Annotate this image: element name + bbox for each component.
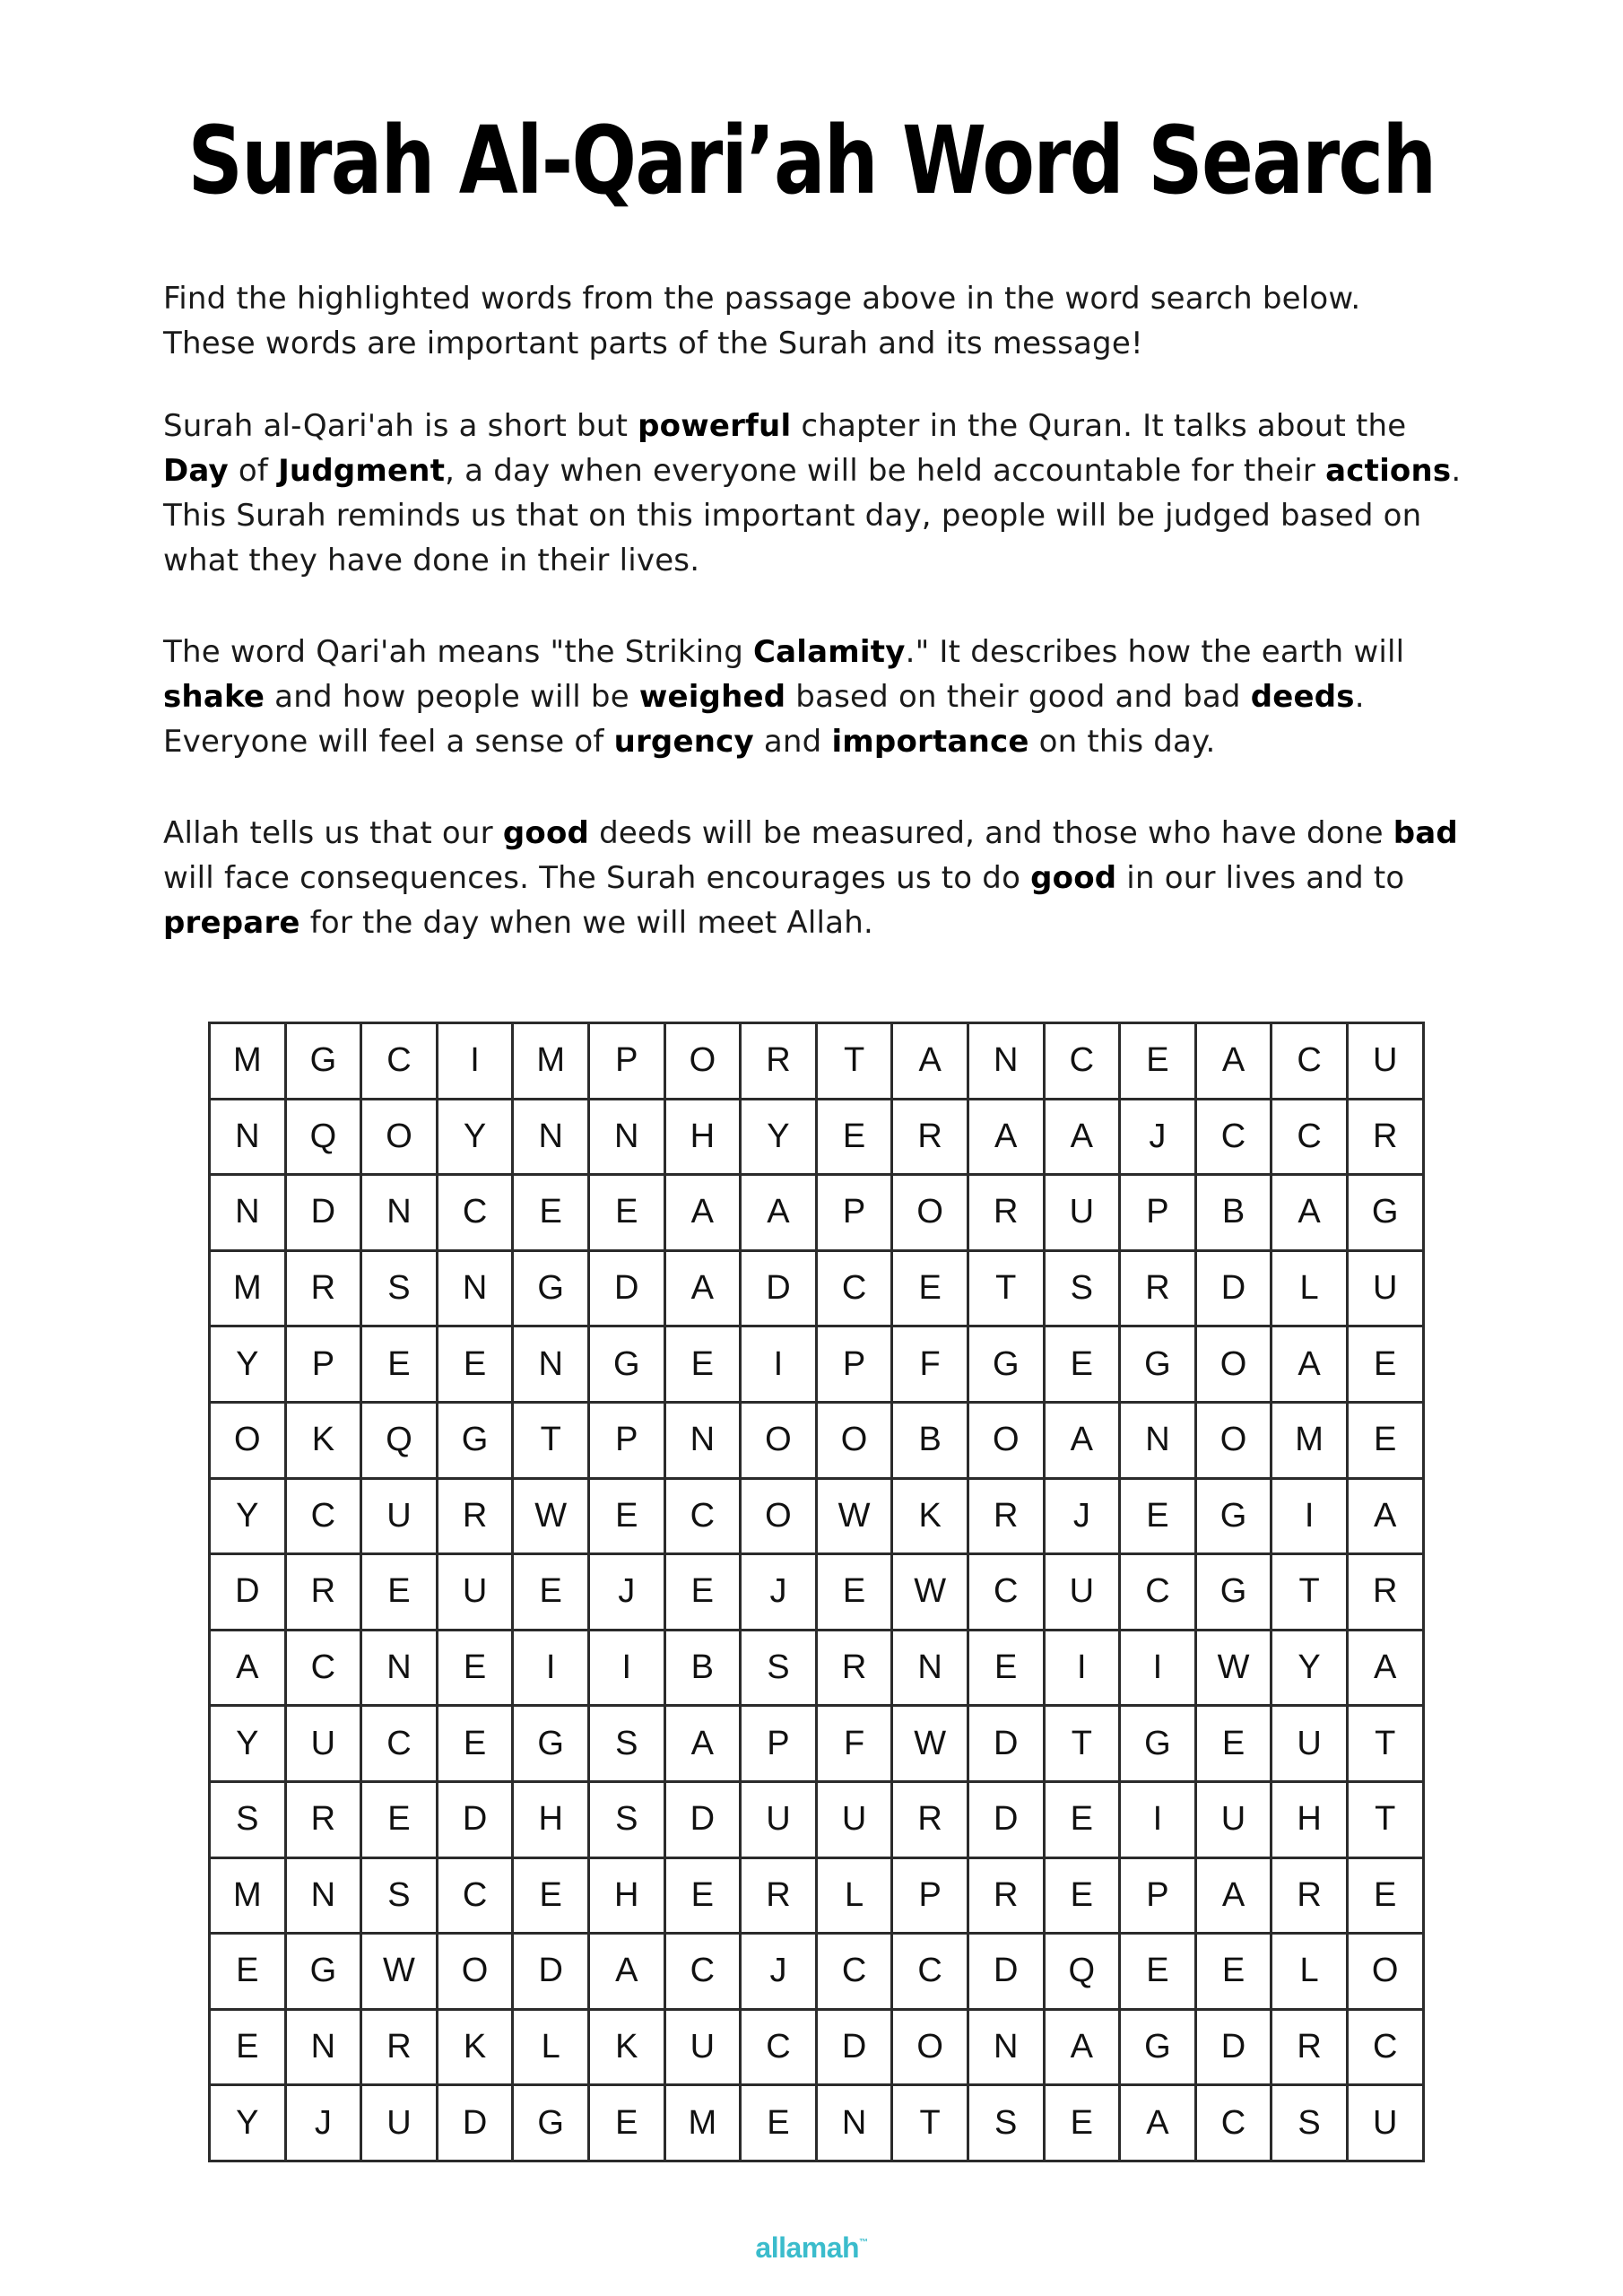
grid-cell: G	[514, 1252, 590, 1328]
grid-cell: B	[666, 1631, 742, 1708]
grid-cell: W	[893, 1707, 969, 1783]
grid-cell: B	[893, 1404, 969, 1480]
grid-cell: C	[1197, 1100, 1273, 1177]
highlighted-word: shake	[163, 679, 265, 715]
grid-cell: W	[893, 1555, 969, 1631]
grid-cell: H	[514, 1783, 590, 1859]
grid-cell: K	[893, 1480, 969, 1556]
grid-cell: Y	[211, 1480, 287, 1556]
grid-cell: U	[1197, 1783, 1273, 1859]
grid-cell: E	[590, 1176, 666, 1252]
grid-cell: G	[287, 1024, 363, 1100]
grid-cell: C	[1349, 2011, 1425, 2087]
grid-cell: E	[362, 1555, 438, 1631]
grid-cell: T	[1046, 1707, 1122, 1783]
grid-cell: Y	[438, 1100, 515, 1177]
grid-cell: A	[893, 1024, 969, 1100]
grid-cell: E	[666, 1859, 742, 1935]
grid-cell: O	[818, 1404, 894, 1480]
grid-cell: R	[287, 1555, 363, 1631]
grid-cell: C	[1272, 1100, 1349, 1177]
grid-cell: A	[1272, 1176, 1349, 1252]
grid-cell: R	[742, 1859, 818, 1935]
highlighted-word: deeds	[1250, 679, 1355, 715]
grid-cell: W	[818, 1480, 894, 1556]
grid-cell: E	[514, 1859, 590, 1935]
grid-cell: D	[818, 2011, 894, 2087]
grid-cell: F	[818, 1707, 894, 1783]
grid-cell: A	[1046, 1404, 1122, 1480]
grid-cell: N	[969, 2011, 1046, 2087]
grid-cell: I	[1046, 1631, 1122, 1708]
grid-cell: E	[1197, 1935, 1273, 2011]
grid-cell: E	[666, 1327, 742, 1404]
grid-cell: R	[438, 1480, 515, 1556]
grid-cell: I	[590, 1631, 666, 1708]
grid-cell: M	[211, 1024, 287, 1100]
grid-cell: T	[969, 1252, 1046, 1328]
grid-cell: Y	[211, 1327, 287, 1404]
grid-cell: P	[818, 1176, 894, 1252]
grid-cell: R	[1349, 1555, 1425, 1631]
grid-cell: O	[742, 1480, 818, 1556]
grid-cell: A	[742, 1176, 818, 1252]
grid-cell: S	[590, 1783, 666, 1859]
grid-cell: I	[1121, 1783, 1197, 1859]
instructions-line: These words are important parts of the Surah and its message!	[163, 326, 1143, 361]
passage-text: , a day when everyone will be held accountable for their	[445, 453, 1326, 489]
grid-cell: S	[969, 2086, 1046, 2162]
grid-cell: A	[1272, 1327, 1349, 1404]
grid-cell: G	[438, 1404, 515, 1480]
grid-cell: T	[893, 2086, 969, 2162]
grid-cell: A	[969, 1100, 1046, 1177]
grid-cell: N	[211, 1176, 287, 1252]
grid-cell: N	[969, 1024, 1046, 1100]
grid-cell: E	[362, 1327, 438, 1404]
passage-text: for the day when we will meet Allah.	[299, 905, 873, 941]
grid-cell: E	[438, 1327, 515, 1404]
grid-cell: M	[514, 1024, 590, 1100]
grid-cell: D	[1197, 2011, 1273, 2087]
instructions	[163, 276, 1472, 366]
grid-cell: E	[438, 1707, 515, 1783]
grid-cell: H	[590, 1859, 666, 1935]
grid-cell: D	[514, 1935, 590, 2011]
grid-cell: O	[969, 1404, 1046, 1480]
grid-cell: Q	[362, 1404, 438, 1480]
grid-cell: E	[590, 1480, 666, 1556]
grid-cell: E	[1349, 1404, 1425, 1480]
grid-cell: N	[362, 1631, 438, 1708]
grid-cell: W	[514, 1480, 590, 1556]
grid-cell: O	[893, 2011, 969, 2087]
grid-cell: S	[1046, 1252, 1122, 1328]
grid-cell: R	[1349, 1100, 1425, 1177]
trademark-mark: ™	[859, 2238, 868, 2248]
grid-cell: U	[362, 2086, 438, 2162]
grid-cell: U	[1046, 1555, 1122, 1631]
grid-cell: Y	[1272, 1631, 1349, 1708]
grid-cell: E	[1349, 1859, 1425, 1935]
grid-cell: C	[438, 1176, 515, 1252]
highlighted-word: Day	[163, 453, 229, 489]
grid-cell: N	[666, 1404, 742, 1480]
grid-cell: I	[514, 1631, 590, 1708]
grid-cell: C	[742, 2011, 818, 2087]
grid-cell: G	[1121, 1707, 1197, 1783]
grid-cell: J	[1121, 1100, 1197, 1177]
grid-cell: D	[438, 1783, 515, 1859]
grid-cell: U	[1046, 1176, 1122, 1252]
passage-text: The word Qari'ah means "the Striking	[163, 634, 753, 670]
highlighted-word: urgency	[613, 724, 754, 760]
grid-cell: A	[590, 1935, 666, 2011]
grid-cell: G	[1121, 2011, 1197, 2087]
grid-cell: N	[287, 1859, 363, 1935]
grid-cell: R	[742, 1024, 818, 1100]
grid-cell: C	[287, 1480, 363, 1556]
passage-paragraph	[163, 630, 1472, 764]
grid-cell: R	[1272, 1859, 1349, 1935]
passage-text: of	[228, 453, 279, 489]
highlighted-word: Judgment	[278, 453, 446, 489]
passage-paragraph	[163, 404, 1472, 583]
grid-cell: G	[969, 1327, 1046, 1404]
grid-cell: F	[893, 1327, 969, 1404]
grid-cell: L	[1272, 1935, 1349, 2011]
grid-cell: A	[1349, 1480, 1425, 1556]
grid-cell: S	[742, 1631, 818, 1708]
grid-cell: C	[666, 1935, 742, 2011]
grid-cell: E	[514, 1555, 590, 1631]
grid-cell: O	[1197, 1327, 1273, 1404]
grid-cell: E	[742, 2086, 818, 2162]
grid-cell: S	[362, 1859, 438, 1935]
grid-cell: E	[211, 1935, 287, 2011]
passage-text: deeds will be measured, and those who have done	[589, 815, 1393, 851]
grid-cell: S	[1272, 2086, 1349, 2162]
grid-cell: A	[1121, 2086, 1197, 2162]
word-search-grid	[208, 1022, 1425, 2162]
grid-cell: L	[514, 2011, 590, 2087]
highlighted-word: powerful	[638, 408, 792, 444]
grid-cell: A	[666, 1252, 742, 1328]
grid-cell: D	[590, 1252, 666, 1328]
highlighted-word: prepare	[163, 905, 300, 941]
grid-cell: O	[211, 1404, 287, 1480]
grid-cell: R	[969, 1480, 1046, 1556]
grid-cell: S	[590, 1707, 666, 1783]
grid-cell: C	[818, 1252, 894, 1328]
grid-cell: C	[1272, 1024, 1349, 1100]
grid-cell: H	[666, 1100, 742, 1177]
grid-cell: E	[1121, 1480, 1197, 1556]
grid-cell: E	[893, 1252, 969, 1328]
grid-cell: D	[969, 1783, 1046, 1859]
logo-text: allamah	[755, 2231, 860, 2264]
grid-cell: N	[362, 1176, 438, 1252]
grid-cell: E	[362, 1783, 438, 1859]
grid-cell: O	[438, 1935, 515, 2011]
grid-cell: A	[666, 1176, 742, 1252]
grid-cell: G	[287, 1935, 363, 2011]
grid-cell: E	[590, 2086, 666, 2162]
grid-cell: U	[666, 2011, 742, 2087]
grid-cell: Y	[211, 1707, 287, 1783]
grid-cell: G	[1349, 1176, 1425, 1252]
grid-cell: C	[893, 1935, 969, 2011]
grid-cell: R	[969, 1859, 1046, 1935]
grid-cell: Y	[211, 2086, 287, 2162]
grid-cell: U	[1349, 1024, 1425, 1100]
grid-cell: U	[1272, 1707, 1349, 1783]
grid-cell: A	[211, 1631, 287, 1708]
grid-cell: O	[1349, 1935, 1425, 2011]
passage-text: and	[753, 724, 832, 760]
grid-cell: J	[1046, 1480, 1122, 1556]
passage-text: on this day.	[1028, 724, 1216, 760]
grid-cell: N	[211, 1100, 287, 1177]
grid-cell: D	[1197, 1252, 1273, 1328]
grid-cell: N	[438, 1252, 515, 1328]
grid-cell: R	[1272, 2011, 1349, 2087]
instructions-line: Find the highlighted words from the passage above in the word search below.	[163, 281, 1361, 317]
passage-text: Surah al-Qari'ah is a short but	[163, 408, 638, 444]
grid-cell: R	[287, 1252, 363, 1328]
grid-cell: E	[1121, 1935, 1197, 2011]
grid-cell: U	[1349, 2086, 1425, 2162]
grid-cell: R	[969, 1176, 1046, 1252]
grid-cell: E	[211, 2011, 287, 2087]
grid-cell: P	[742, 1707, 818, 1783]
grid-cell: I	[1121, 1631, 1197, 1708]
grid-cell: W	[362, 1935, 438, 2011]
grid-cell: E	[1349, 1327, 1425, 1404]
highlighted-word: bad	[1393, 815, 1458, 851]
grid-cell: S	[211, 1783, 287, 1859]
grid-cell: G	[1121, 1327, 1197, 1404]
grid-cell: C	[362, 1024, 438, 1100]
grid-cell: E	[818, 1100, 894, 1177]
grid-cell: D	[742, 1252, 818, 1328]
grid-cell: D	[438, 2086, 515, 2162]
grid-cell: G	[590, 1327, 666, 1404]
grid-cell: N	[818, 2086, 894, 2162]
grid-cell: C	[438, 1859, 515, 1935]
grid-cell: R	[893, 1100, 969, 1177]
passage-text: based on their good and bad	[785, 679, 1251, 715]
grid-cell: D	[969, 1707, 1046, 1783]
grid-cell: P	[1121, 1859, 1197, 1935]
grid-cell: N	[514, 1100, 590, 1177]
grid-cell: K	[590, 2011, 666, 2087]
grid-cell: L	[1272, 1252, 1349, 1328]
grid-cell: P	[590, 1024, 666, 1100]
grid-cell: P	[818, 1327, 894, 1404]
passage-text: . This Surah reminds us that on this important day, people will be judged based on what they have done in their lives.	[163, 453, 1462, 578]
highlighted-word: importance	[831, 724, 1029, 760]
grid-cell: M	[666, 2086, 742, 2162]
grid-cell: E	[438, 1631, 515, 1708]
grid-cell: T	[1272, 1555, 1349, 1631]
grid-cell: N	[287, 2011, 363, 2087]
grid-cell: S	[362, 1252, 438, 1328]
grid-cell: R	[818, 1631, 894, 1708]
grid-cell: K	[287, 1404, 363, 1480]
grid-cell: O	[893, 1176, 969, 1252]
grid-cell: D	[287, 1176, 363, 1252]
passage-text: Allah tells us that our	[163, 815, 503, 851]
grid-cell: P	[893, 1859, 969, 1935]
grid-cell: R	[1121, 1252, 1197, 1328]
allamah-logo	[0, 2231, 1623, 2265]
grid-cell: E	[818, 1555, 894, 1631]
grid-cell: M	[211, 1859, 287, 1935]
grid-cell: E	[1046, 1783, 1122, 1859]
grid-cell: J	[590, 1555, 666, 1631]
grid-cell: E	[1046, 1327, 1122, 1404]
grid-cell: I	[742, 1327, 818, 1404]
grid-cell: U	[742, 1783, 818, 1859]
grid-cell: C	[287, 1631, 363, 1708]
grid-cell: P	[1121, 1176, 1197, 1252]
grid-cell: G	[514, 2086, 590, 2162]
grid-cell: G	[1197, 1480, 1273, 1556]
grid-cell: D	[969, 1935, 1046, 2011]
grid-cell: N	[514, 1327, 590, 1404]
grid-cell: E	[1046, 2086, 1122, 2162]
grid-cell: E	[1197, 1707, 1273, 1783]
grid-cell: O	[362, 1100, 438, 1177]
grid-cell: E	[1121, 1024, 1197, 1100]
grid-cell: U	[287, 1707, 363, 1783]
passage-text: will face consequences. The Surah encourages us to do	[163, 860, 1031, 896]
grid-cell: P	[590, 1404, 666, 1480]
grid-cell: G	[1197, 1555, 1273, 1631]
grid-cell: A	[1349, 1631, 1425, 1708]
passage-text: ." It describes how the earth will	[905, 634, 1405, 670]
grid-cell: N	[1121, 1404, 1197, 1480]
grid-cell: E	[514, 1176, 590, 1252]
grid-cell: W	[1197, 1631, 1273, 1708]
grid-cell: C	[969, 1555, 1046, 1631]
grid-cell: Q	[1046, 1935, 1122, 2011]
highlighted-word: Calamity	[752, 634, 906, 670]
passage-text: and how people will be	[265, 679, 639, 715]
grid-cell: P	[287, 1327, 363, 1404]
grid-cell: U	[362, 1480, 438, 1556]
grid-cell: R	[893, 1783, 969, 1859]
grid-cell: T	[818, 1024, 894, 1100]
grid-cell: C	[1121, 1555, 1197, 1631]
grid-cell: A	[1046, 2011, 1122, 2087]
grid-cell: M	[1272, 1404, 1349, 1480]
grid-cell: J	[287, 2086, 363, 2162]
grid-cell: T	[1349, 1707, 1425, 1783]
grid-cell: U	[1349, 1252, 1425, 1328]
grid-cell: U	[818, 1783, 894, 1859]
grid-cell: I	[438, 1024, 515, 1100]
grid-cell: L	[818, 1859, 894, 1935]
highlighted-word: good	[502, 815, 590, 851]
grid-cell: B	[1197, 1176, 1273, 1252]
grid-cell: C	[362, 1707, 438, 1783]
passage-text: chapter in the Quran. It talks about the	[791, 408, 1407, 444]
highlighted-word: actions	[1325, 453, 1452, 489]
page-title: Surah Al-Qari’ah Word Search	[187, 106, 1436, 215]
grid-cell: T	[1349, 1783, 1425, 1859]
grid-cell: A	[1046, 1100, 1122, 1177]
grid-cell: G	[514, 1707, 590, 1783]
grid-cell: J	[742, 1935, 818, 2011]
grid-cell: H	[1272, 1783, 1349, 1859]
grid-cell: J	[742, 1555, 818, 1631]
grid-cell: T	[514, 1404, 590, 1480]
grid-cell: O	[742, 1404, 818, 1480]
grid-cell: C	[818, 1935, 894, 2011]
grid-cell: U	[438, 1555, 515, 1631]
passage-text: . Everyone will feel a sense of	[163, 679, 1365, 760]
grid-cell: M	[211, 1252, 287, 1328]
grid-cell: I	[1272, 1480, 1349, 1556]
grid-cell: Q	[287, 1100, 363, 1177]
grid-cell: C	[1197, 2086, 1273, 2162]
grid-cell: Y	[742, 1100, 818, 1177]
grid-cell: R	[362, 2011, 438, 2087]
passage-text: in our lives and to	[1116, 860, 1405, 896]
passage-paragraph	[163, 811, 1472, 945]
grid-cell: K	[438, 2011, 515, 2087]
grid-cell: N	[893, 1631, 969, 1708]
grid-cell: E	[969, 1631, 1046, 1708]
grid-cell: E	[666, 1555, 742, 1631]
grid-cell: O	[1197, 1404, 1273, 1480]
grid-cell: C	[1046, 1024, 1122, 1100]
highlighted-word: weighed	[638, 679, 786, 715]
grid-cell: C	[666, 1480, 742, 1556]
grid-cell: N	[590, 1100, 666, 1177]
grid-cell: D	[666, 1783, 742, 1859]
highlighted-word: good	[1030, 860, 1117, 896]
grid-cell: E	[1046, 1859, 1122, 1935]
grid-cell: A	[666, 1707, 742, 1783]
grid-cell: A	[1197, 1024, 1273, 1100]
grid-cell: R	[287, 1783, 363, 1859]
grid-cell: D	[211, 1555, 287, 1631]
grid-cell: A	[1197, 1859, 1273, 1935]
grid-cell: O	[666, 1024, 742, 1100]
